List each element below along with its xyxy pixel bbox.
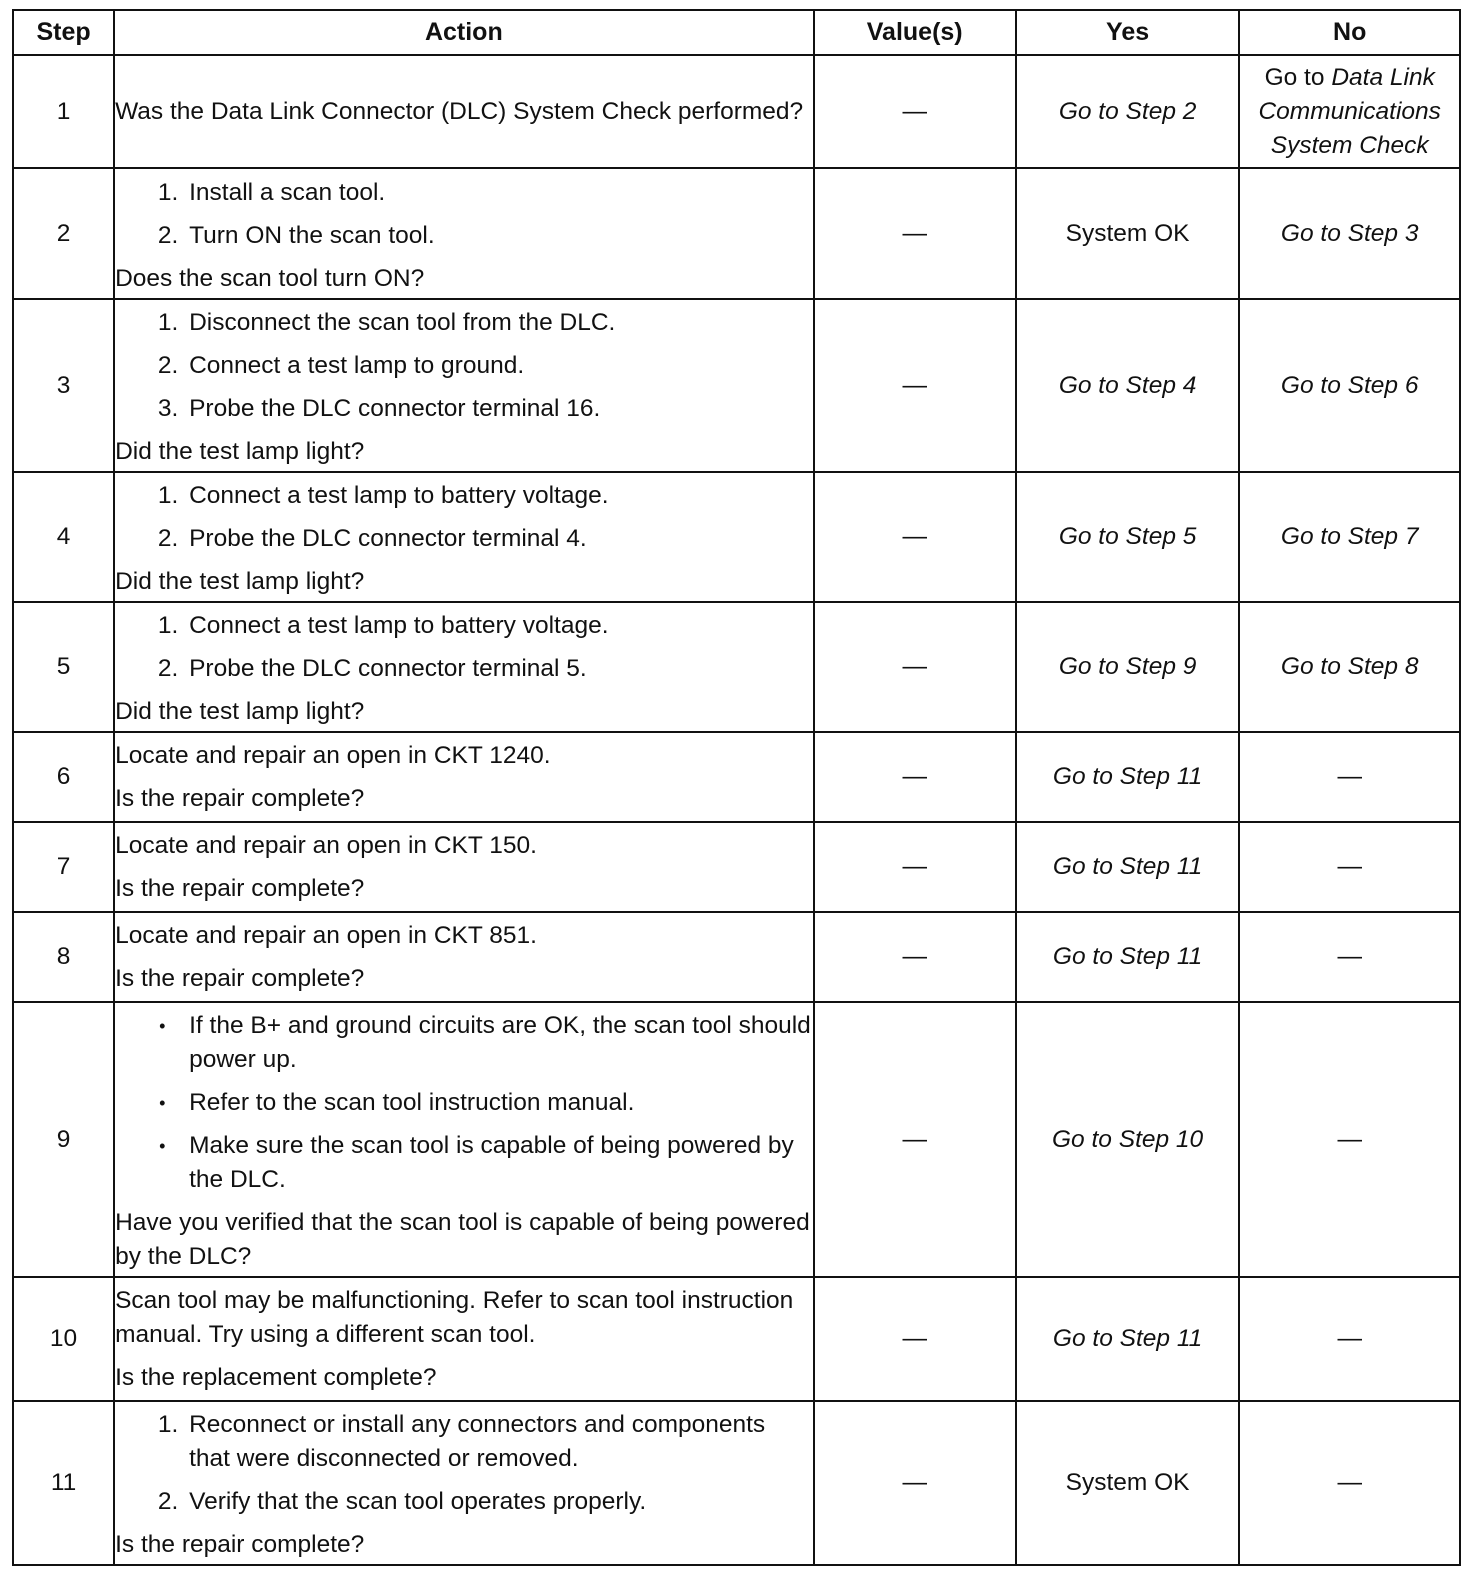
no-cell: — — [1239, 912, 1460, 1002]
action-step: 1. Install a scan tool. — [185, 176, 813, 210]
value-cell: — — [814, 168, 1016, 299]
action-line: Scan tool may be malfunctioning. Refer to scan tool instruction manual. Try using a different scan tool. — [115, 1286, 794, 1348]
action-step: 1. Connect a test lamp to battery voltage. — [185, 479, 813, 513]
no-cell: — — [1239, 1401, 1460, 1565]
action-question: Is the repair complete? — [115, 964, 365, 992]
no-cell: — — [1239, 1277, 1460, 1401]
table-row — [13, 1002, 1460, 1277]
step-number: 8 — [13, 912, 114, 1002]
action-cell — [114, 472, 814, 602]
value-cell: — — [814, 472, 1016, 602]
yes-cell[interactable]: Go to Step 11 — [1016, 1277, 1240, 1401]
action-cell — [114, 732, 814, 822]
action-cell — [114, 602, 814, 732]
table-row — [13, 822, 1460, 912]
action-question: Have you verified that the scan tool is capable of being powered by the DLC? — [115, 1209, 810, 1270]
step-number: 6 — [13, 732, 114, 822]
no-prefix: Go to — [1264, 63, 1325, 91]
action-step: 2. Probe the DLC connector terminal 5. — [185, 652, 813, 686]
action-cell — [114, 912, 814, 1002]
header-action: Action — [114, 10, 814, 55]
no-cell[interactable]: Go to Step 7 — [1239, 472, 1460, 602]
header-yes: Yes — [1016, 10, 1240, 55]
action-cell — [114, 1277, 814, 1401]
diagnostic-table — [12, 9, 1461, 1566]
action-bullet: • Refer to the scan tool instruction manual. — [185, 1086, 813, 1120]
value-cell: — — [814, 822, 1016, 912]
action-step: 1. Disconnect the scan tool from the DLC. — [185, 306, 813, 340]
value-cell: — — [814, 299, 1016, 472]
action-step: 2. Probe the DLC connector terminal 4. — [185, 522, 813, 556]
value-cell: — — [814, 912, 1016, 1002]
action-line: Locate and repair an open in CKT 851. — [115, 921, 537, 949]
action-step: 2. Connect a test lamp to ground. — [185, 349, 813, 383]
step-number: 2 — [13, 168, 114, 299]
value-cell: — — [814, 1002, 1016, 1277]
action-line: Locate and repair an open in CKT 1240. — [115, 741, 551, 769]
action-step: 2. Turn ON the scan tool. — [185, 219, 813, 253]
step-number: 3 — [13, 299, 114, 472]
value-cell: — — [814, 602, 1016, 732]
header-row — [13, 10, 1460, 55]
step-number: 4 — [13, 472, 114, 602]
action-cell — [114, 299, 814, 472]
no-cell[interactable] — [1239, 55, 1460, 168]
action-steps — [115, 609, 813, 686]
table-row — [13, 1401, 1460, 1565]
header-values: Value(s) — [814, 10, 1016, 55]
no-cell[interactable]: Go to Step 6 — [1239, 299, 1460, 472]
action-question: Did the test lamp light? — [115, 698, 365, 725]
action-cell — [114, 1002, 814, 1277]
no-cell: — — [1239, 732, 1460, 822]
yes-cell[interactable]: Go to Step 2 — [1016, 55, 1240, 168]
action-cell — [114, 55, 814, 168]
action-bullet: • Make sure the scan tool is capable of being powered by the DLC. — [185, 1129, 813, 1197]
table-row — [13, 732, 1460, 822]
yes-cell[interactable]: Go to Step 11 — [1016, 912, 1240, 1002]
step-number: 9 — [13, 1002, 114, 1277]
action-steps — [115, 1408, 813, 1519]
table-row — [13, 912, 1460, 1002]
action-steps — [115, 306, 813, 426]
action-question: Is the replacement complete? — [115, 1363, 437, 1391]
yes-cell[interactable]: Go to Step 11 — [1016, 822, 1240, 912]
value-cell: — — [814, 732, 1016, 822]
action-cell — [114, 822, 814, 912]
action-question: Does the scan tool turn ON? — [115, 264, 425, 292]
table-row — [13, 602, 1460, 732]
no-cell[interactable]: Go to Step 3 — [1239, 168, 1460, 299]
action-cell — [114, 1401, 814, 1565]
table-row — [13, 472, 1460, 602]
table-row — [13, 299, 1460, 472]
yes-cell[interactable]: Go to Step 10 — [1016, 1002, 1240, 1277]
step-number: 7 — [13, 822, 114, 912]
yes-cell[interactable]: System OK — [1016, 168, 1240, 299]
value-cell: — — [814, 1401, 1016, 1565]
action-line: Locate and repair an open in CKT 150. — [115, 831, 537, 859]
value-cell: — — [814, 55, 1016, 168]
action-question: Was the Data Link Connector (DLC) System Check performed? — [115, 97, 804, 125]
action-step: 1. Connect a test lamp to battery voltage. — [185, 609, 813, 643]
step-number: 11 — [13, 1401, 114, 1565]
header-step: Step — [13, 10, 114, 55]
action-question: Is the repair complete? — [115, 784, 365, 812]
no-link[interactable]: Data Link Communications System Check — [1258, 63, 1441, 159]
step-number: 10 — [13, 1277, 114, 1401]
action-bullets — [115, 1009, 813, 1197]
action-question: Did the test lamp light? — [115, 438, 365, 465]
action-step: 2. Verify that the scan tool operates properly. — [185, 1485, 813, 1519]
action-bullet: • If the B+ and ground circuits are OK, the scan tool should power up. — [185, 1009, 813, 1077]
table-row — [13, 55, 1460, 168]
action-question: Did the test lamp light? — [115, 568, 365, 595]
action-step: 1. Reconnect or install any connectors and components that were disconnected or removed. — [185, 1408, 813, 1476]
action-question: Is the repair complete? — [115, 1531, 365, 1558]
action-cell — [114, 168, 814, 299]
header-no: No — [1239, 10, 1460, 55]
no-cell[interactable]: Go to Step 8 — [1239, 602, 1460, 732]
action-step: 3. Probe the DLC connector terminal 16. — [185, 392, 813, 426]
no-cell: — — [1239, 822, 1460, 912]
yes-cell[interactable]: Go to Step 11 — [1016, 732, 1240, 822]
table-row — [13, 1277, 1460, 1401]
action-steps — [115, 479, 813, 556]
value-cell: — — [814, 1277, 1016, 1401]
yes-cell[interactable]: System OK — [1016, 1401, 1240, 1565]
yes-cell[interactable]: Go to Step 9 — [1016, 602, 1240, 732]
action-question: Is the repair complete? — [115, 874, 365, 902]
action-steps — [115, 176, 813, 253]
yes-cell[interactable]: Go to Step 5 — [1016, 472, 1240, 602]
yes-cell[interactable]: Go to Step 4 — [1016, 299, 1240, 472]
table-row — [13, 168, 1460, 299]
step-number: 1 — [13, 55, 114, 168]
no-cell: — — [1239, 1002, 1460, 1277]
step-number: 5 — [13, 602, 114, 732]
